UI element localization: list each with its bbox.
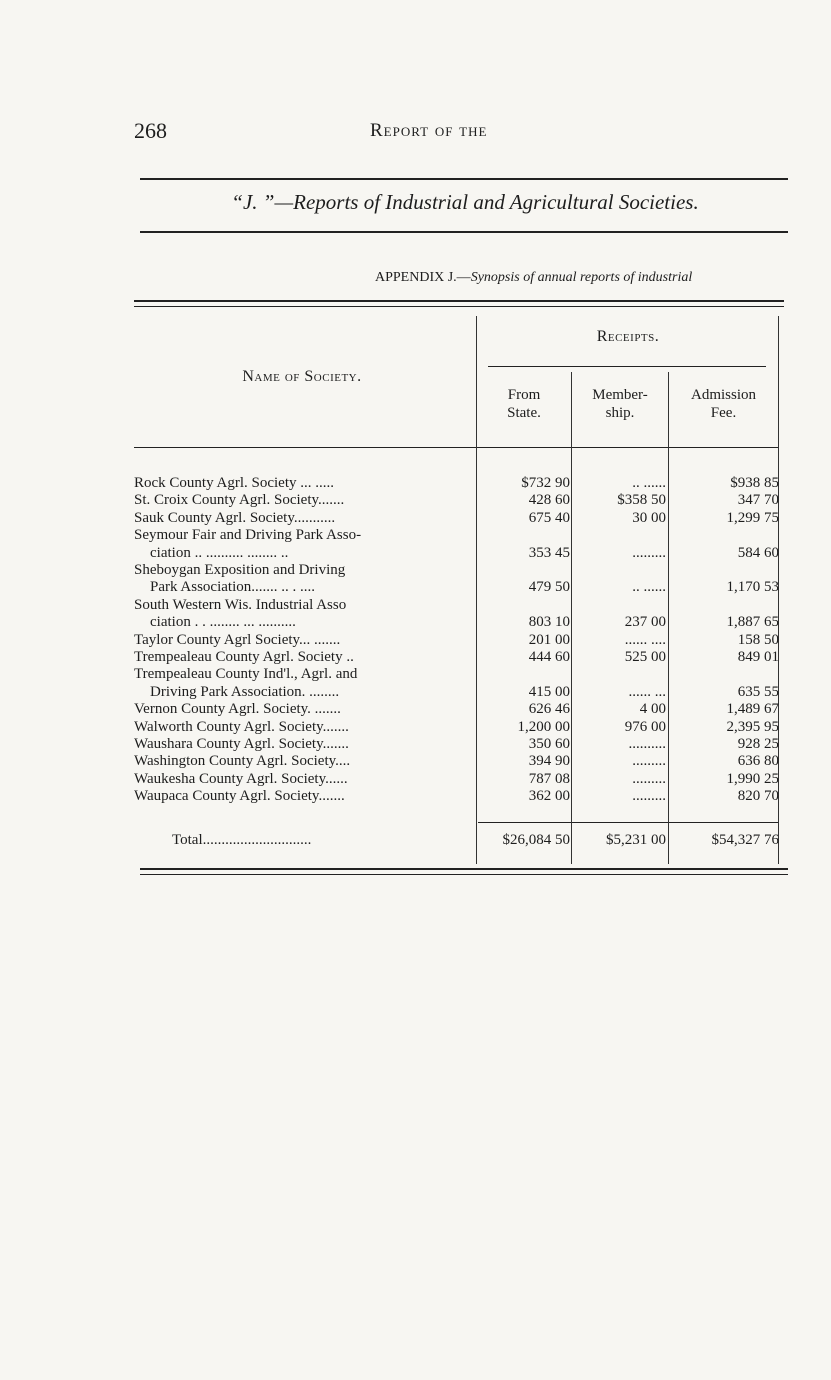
from-state-value: 787 08 bbox=[528, 770, 570, 787]
table-row bbox=[134, 649, 784, 666]
from-state-value: $732 90 bbox=[521, 475, 570, 491]
society-name: ciation . . ........ ... .......... bbox=[150, 614, 296, 631]
table-top-rule-thin bbox=[134, 306, 784, 307]
table-row bbox=[134, 475, 784, 492]
table-bottom-rule-thin bbox=[140, 874, 788, 875]
table-row bbox=[134, 614, 784, 631]
table-row bbox=[134, 701, 784, 718]
from-state-header-line: State. bbox=[507, 405, 541, 421]
receipts-underline bbox=[488, 366, 766, 367]
membership-value: .. ...... bbox=[632, 579, 666, 596]
table-row bbox=[134, 492, 784, 509]
society-name: ciation .. .......... ........ .. bbox=[150, 544, 289, 561]
from-state-value: 353 45 bbox=[528, 544, 570, 561]
header-bottom-rule bbox=[134, 447, 779, 448]
appendix-caption bbox=[375, 270, 692, 286]
membership-value: ......... bbox=[632, 753, 666, 770]
page-header bbox=[134, 118, 784, 148]
admission-fee-value: 1,299 75 bbox=[726, 509, 779, 526]
running-head: Report of the bbox=[370, 120, 488, 141]
admission-fee-header-line: Fee. bbox=[710, 405, 737, 421]
admission-fee-value: 1,170 53 bbox=[726, 579, 779, 596]
membership-value: 4 00 bbox=[639, 701, 666, 718]
membership-value: ......... bbox=[632, 544, 666, 561]
table-row bbox=[134, 527, 784, 544]
table-row bbox=[134, 597, 784, 614]
admission-fee-value: 928 25 bbox=[737, 736, 779, 752]
from-state-value: 626 46 bbox=[528, 701, 570, 718]
from-state-value: 444 60 bbox=[528, 649, 570, 665]
page-number: 268 bbox=[134, 118, 167, 143]
admission-fee-value: 820 70 bbox=[737, 788, 779, 805]
membership-value: .. ...... bbox=[632, 475, 666, 491]
from-state-header bbox=[478, 386, 570, 422]
table-row bbox=[134, 788, 784, 805]
membership-value: 237 00 bbox=[624, 614, 666, 631]
appendix-title: Synopsis of annual reports of industrial bbox=[470, 270, 693, 285]
appendix-label: APPENDIX J.— bbox=[375, 270, 471, 285]
subtotal-rule bbox=[478, 822, 778, 823]
admission-fee-value: 584 60 bbox=[737, 544, 779, 561]
society-name: Waupaca County Agrl. Society....... bbox=[134, 788, 345, 805]
admission-fee-value: 849 01 bbox=[737, 649, 779, 665]
society-name: Trempealeau County Ind'l., Agrl. and bbox=[134, 666, 358, 683]
from-state-value: 362 00 bbox=[528, 788, 570, 805]
from-state-value: 675 40 bbox=[528, 509, 570, 526]
table-row bbox=[134, 632, 784, 649]
table-row bbox=[134, 771, 784, 788]
admission-fee-value: 636 80 bbox=[737, 753, 779, 770]
name-column-header: Name of Society. bbox=[242, 368, 362, 385]
table-row bbox=[134, 562, 784, 579]
table-row bbox=[134, 736, 784, 753]
membership-value: .......... bbox=[628, 736, 666, 752]
society-name: Walworth County Agrl. Society....... bbox=[134, 718, 349, 735]
membership-value: ...... .... bbox=[624, 631, 666, 648]
from-state-value: 350 60 bbox=[528, 736, 570, 752]
section-subtitle: “J. ”—Reports of Industrial and Agricultural Societies. bbox=[231, 190, 699, 214]
from-state-value: 1,200 00 bbox=[517, 718, 570, 735]
society-name: Driving Park Association. ........ bbox=[150, 683, 340, 700]
admission-fee-value: $938 85 bbox=[730, 475, 779, 491]
membership-value: 525 00 bbox=[624, 649, 666, 665]
membership-header-line: Member- bbox=[592, 387, 648, 403]
membership-value: ......... bbox=[632, 788, 666, 805]
membership-value: $358 50 bbox=[617, 492, 666, 509]
admission-fee-value: 1,887 65 bbox=[726, 614, 779, 631]
society-name: Waushara County Agrl. Society....... bbox=[134, 736, 349, 752]
admission-fee-value: 347 70 bbox=[737, 492, 779, 509]
society-name: Rock County Agrl. Society ... ..... bbox=[134, 475, 334, 491]
from-state-value: 394 90 bbox=[528, 753, 570, 770]
admission-fee-value: 635 55 bbox=[737, 683, 779, 700]
from-state-value: 479 50 bbox=[528, 579, 570, 596]
society-name: Sauk County Agrl. Society........... bbox=[134, 509, 336, 526]
table-row bbox=[134, 684, 784, 701]
society-name: South Western Wis. Industrial Asso bbox=[134, 596, 347, 613]
admission-fee-value: 1,990 25 bbox=[726, 770, 779, 787]
from-state-value: 803 10 bbox=[528, 614, 570, 631]
admission-fee-value: 1,489 67 bbox=[726, 701, 779, 718]
admission-fee-header-line: Admission bbox=[690, 387, 756, 403]
table-row bbox=[134, 666, 784, 683]
receipts-header: Receipts. bbox=[596, 328, 660, 345]
society-name: Trempealeau County Agrl. Society .. bbox=[134, 649, 354, 665]
membership-value: ...... ... bbox=[628, 683, 666, 700]
membership-header bbox=[573, 386, 667, 422]
total-membership: $5,231 00 bbox=[606, 832, 666, 848]
society-name: Park Association....... .. . .... bbox=[150, 579, 315, 596]
admission-fee-value: 2,395 95 bbox=[726, 718, 779, 735]
table-row bbox=[134, 510, 784, 527]
top-rule bbox=[140, 178, 788, 180]
from-state-value: 415 00 bbox=[528, 683, 570, 700]
membership-header-line: ship. bbox=[605, 405, 635, 421]
society-name: Taylor County Agrl Society... ....... bbox=[134, 631, 341, 648]
subtitle-rule bbox=[140, 231, 788, 233]
membership-value: 30 00 bbox=[632, 509, 666, 526]
admission-fee-header bbox=[670, 386, 777, 422]
table-top-rule bbox=[134, 300, 784, 302]
table-row bbox=[134, 545, 784, 562]
total-label: Total............................. bbox=[172, 832, 312, 848]
membership-value: 976 00 bbox=[624, 718, 666, 735]
membership-value: ......... bbox=[632, 770, 666, 787]
society-name: Vernon County Agrl. Society. ....... bbox=[134, 701, 341, 718]
table-row bbox=[134, 753, 784, 770]
total-row bbox=[134, 832, 784, 849]
society-name: St. Croix County Agrl. Society....... bbox=[134, 492, 345, 509]
society-name: Waukesha County Agrl. Society...... bbox=[134, 770, 348, 787]
from-state-header-line: From bbox=[507, 387, 541, 403]
table-row bbox=[134, 719, 784, 736]
table-bottom-rule bbox=[140, 868, 788, 870]
from-state-value: 201 00 bbox=[528, 631, 570, 648]
society-name: Sheboygan Exposition and Driving bbox=[134, 562, 346, 578]
total-admission-fee: $54,327 76 bbox=[711, 832, 779, 848]
from-state-value: 428 60 bbox=[528, 492, 570, 509]
table-row bbox=[134, 579, 784, 596]
society-name: Seymour Fair and Driving Park Asso- bbox=[134, 527, 362, 544]
society-name: Washington County Agrl. Society.... bbox=[134, 753, 351, 770]
total-from-state: $26,084 50 bbox=[502, 832, 570, 848]
admission-fee-value: 158 50 bbox=[737, 631, 779, 648]
